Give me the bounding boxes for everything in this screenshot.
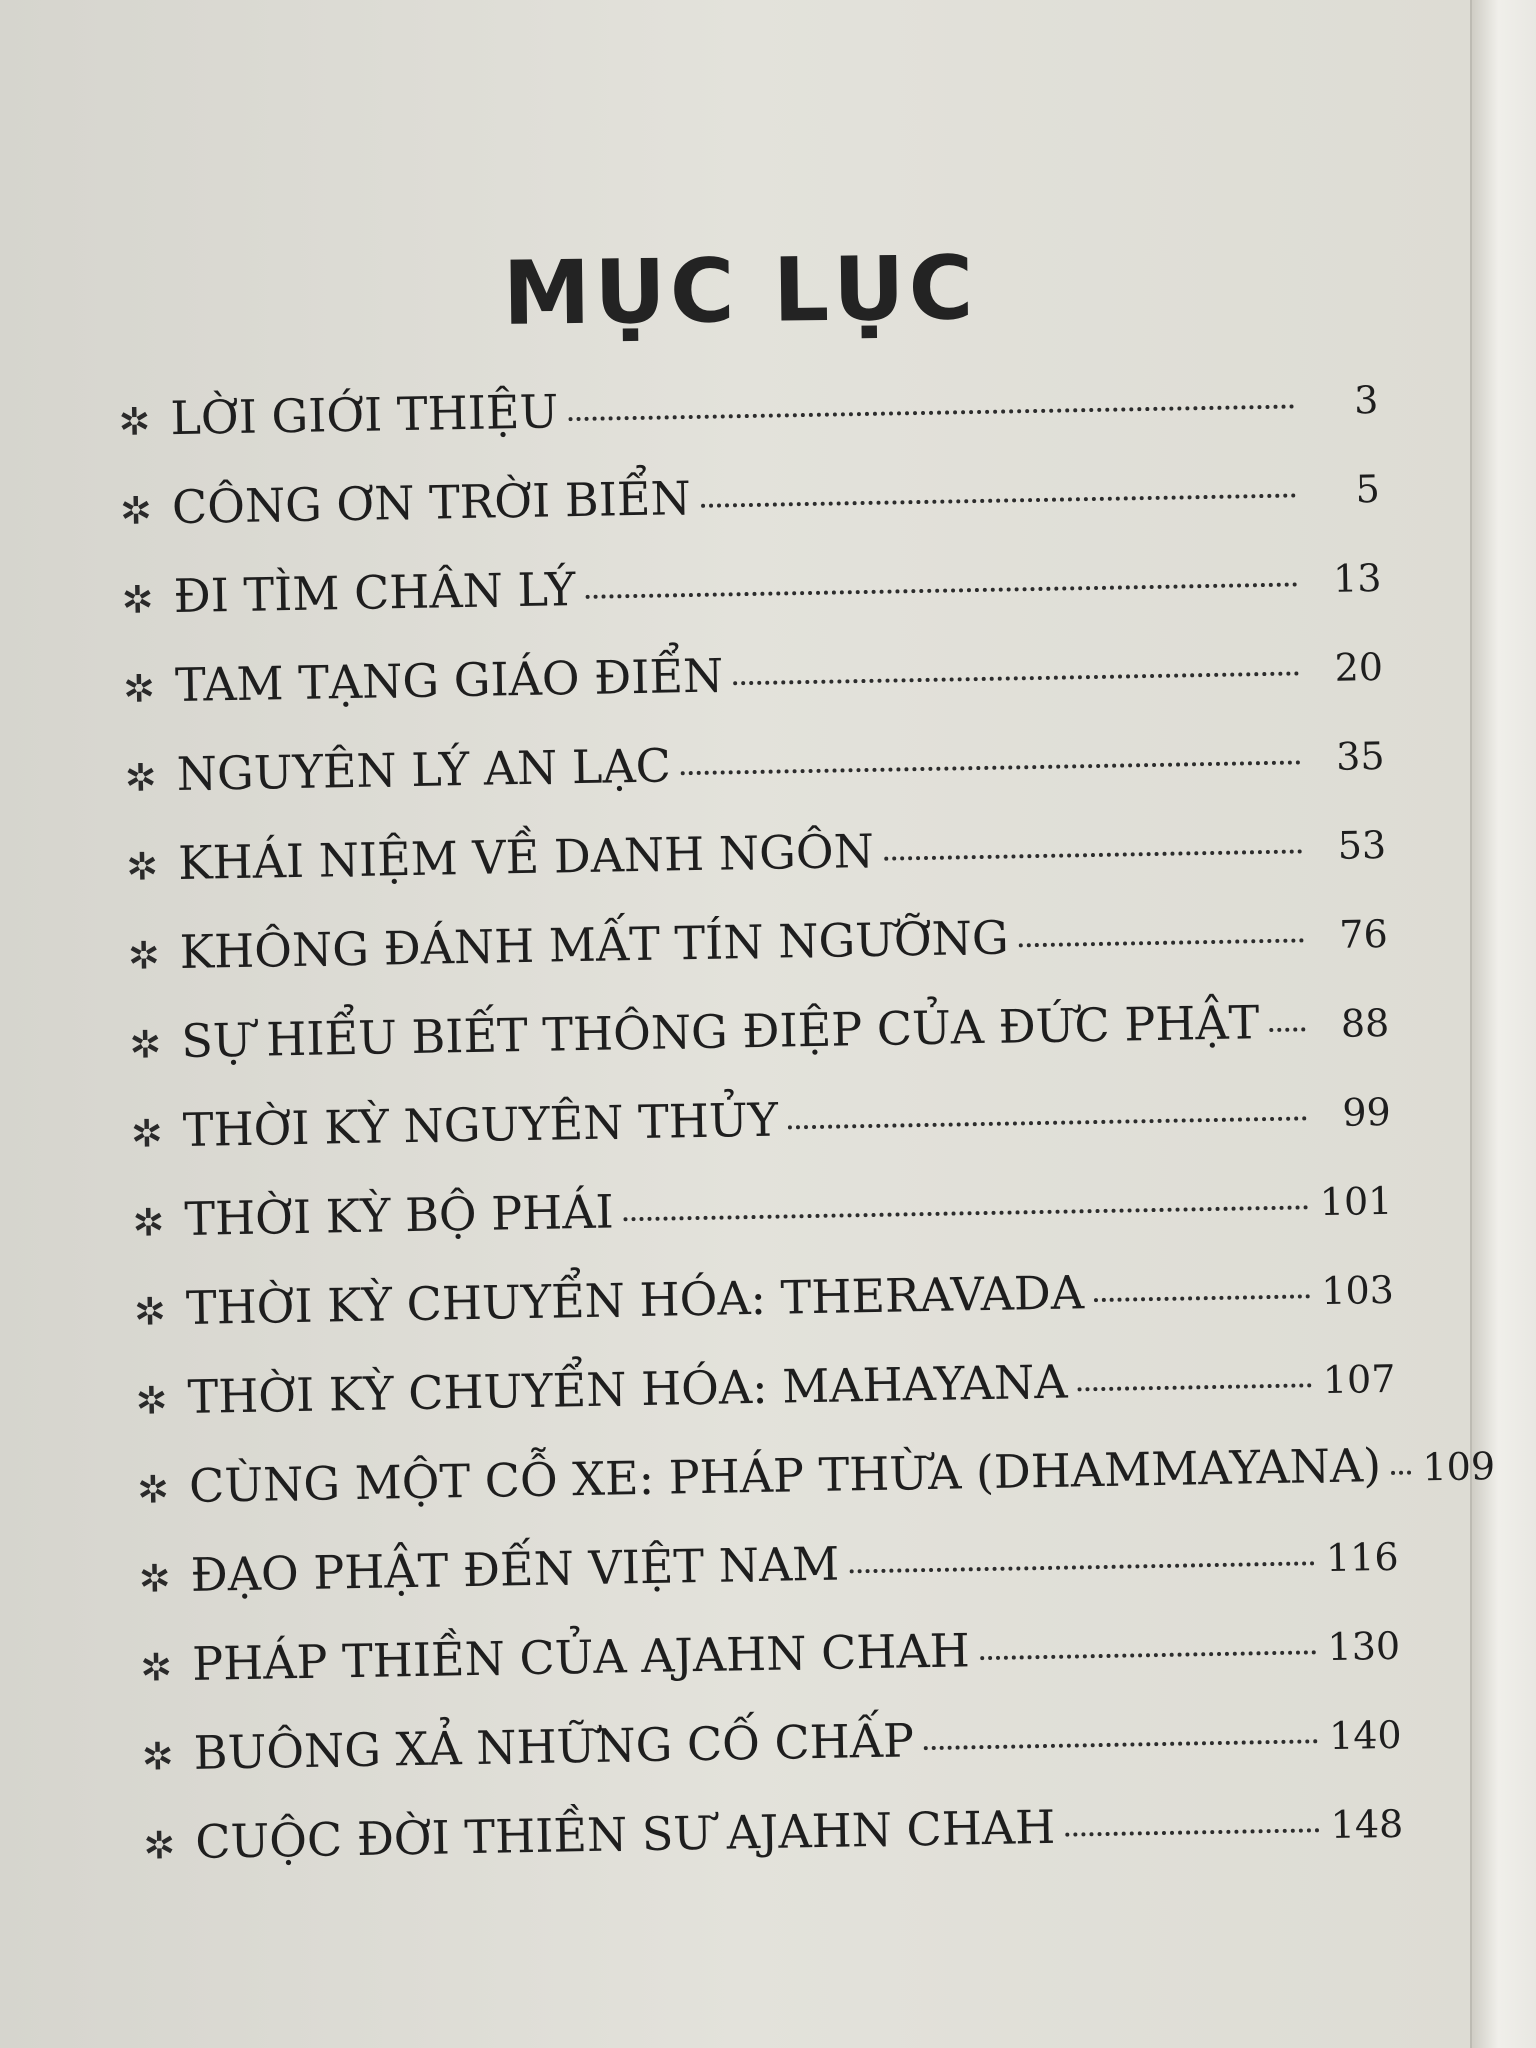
- asterisk-icon: ✲: [139, 1645, 173, 1690]
- toc-entry-title: KHÁI NIỆM VỀ DANH NGÔN: [177, 823, 875, 891]
- dot-leader: [1019, 938, 1304, 947]
- toc-entry-title: THỜI KỲ NGUYÊN THỦY: [182, 1092, 779, 1157]
- toc-page-number: 88: [1340, 1000, 1390, 1046]
- dot-leader: [701, 493, 1296, 507]
- page-title: MỤC LỤC: [502, 236, 978, 345]
- toc-page-number: 116: [1325, 1534, 1399, 1581]
- asterisk-icon: ✲: [142, 1823, 176, 1868]
- toc-entry-title: CÔNG ƠN TRỜI BIỂN: [171, 471, 692, 535]
- asterisk-icon: ✲: [127, 933, 161, 978]
- asterisk-icon: ✲: [118, 399, 151, 444]
- dot-leader: [1065, 1828, 1319, 1836]
- toc-entry-title: TAM TẠNG GIÁO ĐIỂN: [174, 648, 724, 713]
- toc-page-number: 107: [1322, 1356, 1396, 1403]
- dot-leader: [788, 1116, 1307, 1129]
- toc-page-number: 130: [1327, 1623, 1401, 1670]
- toc-entry-title: ĐI TÌM CHÂN LÝ: [173, 562, 576, 624]
- toc-entry-title: ĐẠO PHẬT ĐẾN VIỆT NAM: [190, 1536, 840, 1602]
- toc-page-number: 76: [1338, 911, 1389, 957]
- dot-leader: [585, 582, 1297, 598]
- asterisk-icon: ✲: [125, 844, 159, 889]
- toc-page-number: 53: [1337, 822, 1387, 868]
- asterisk-icon: ✲: [124, 755, 157, 800]
- table-of-contents: [118, 370, 1496, 1905]
- asterisk-icon: ✲: [138, 1556, 171, 1601]
- toc-entry-title: NGUYÊN LÝ AN LẠC: [176, 738, 672, 802]
- dot-leader: [568, 404, 1294, 421]
- dot-leader: [1078, 1383, 1312, 1391]
- toc-entry-title: THỜI KỲ CHUYỂN HÓA: THERAVADA: [185, 1265, 1085, 1335]
- toc-page-number: 13: [1332, 555, 1382, 601]
- asterisk-icon: ✲: [132, 1200, 165, 1245]
- toc-entry-title: SỰ HIỂU BIẾT THÔNG ĐIỆP CỦA ĐỨC PHẬT: [180, 995, 1260, 1068]
- dot-leader: [1094, 1294, 1310, 1302]
- dot-leader: [980, 1650, 1316, 1660]
- dot-leader: [1269, 1027, 1305, 1032]
- dot-leader: [733, 671, 1299, 685]
- dot-leader: [681, 760, 1301, 775]
- toc-entry-title: THỜI KỲ CHUYỂN HÓA: MAHAYANA: [187, 1354, 1068, 1424]
- asterisk-icon: ✲: [129, 1022, 162, 1067]
- dot-leader: [1391, 1471, 1411, 1475]
- asterisk-icon: ✲: [122, 666, 156, 711]
- dot-leader: [849, 1561, 1314, 1573]
- toc-entry-title: PHÁP THIỀN CỦA AJAHN CHAH: [191, 1623, 971, 1691]
- asterisk-icon: ✲: [133, 1289, 167, 1334]
- toc-entry-title: CUỘC ĐỜI THIỀN SƯ AJAHN CHAH: [194, 1799, 1056, 1869]
- asterisk-icon: ✲: [121, 577, 154, 622]
- toc-page-number: 140: [1328, 1712, 1403, 1759]
- asterisk-icon: ✲: [119, 488, 153, 533]
- toc-entry-title: THỜI KỲ BỘ PHÁI: [183, 1184, 615, 1246]
- asterisk-icon: ✲: [130, 1111, 164, 1156]
- toc-page-number: 3: [1353, 378, 1379, 423]
- dot-leader: [624, 1205, 1309, 1221]
- dot-leader: [884, 849, 1302, 860]
- toc-entry-title: KHÔNG ĐÁNH MẤT TÍN NGƯỠNG: [179, 910, 1010, 980]
- asterisk-icon: ✲: [135, 1378, 168, 1423]
- toc-page-number: 148: [1330, 1801, 1404, 1848]
- toc-page-number: 99: [1342, 1089, 1392, 1135]
- toc-entry-title: BUÔNG XẢ NHỮNG CỐ CHẤP: [193, 1713, 915, 1780]
- toc-page-number: 35: [1335, 733, 1385, 779]
- dot-leader: [924, 1739, 1318, 1750]
- asterisk-icon: ✲: [136, 1467, 170, 1512]
- asterisk-icon: ✲: [141, 1734, 175, 1779]
- toc-page-number: 20: [1334, 644, 1384, 690]
- toc-page-number: 101: [1319, 1178, 1393, 1225]
- toc-page-number: 109: [1422, 1444, 1496, 1490]
- toc-page-number: 5: [1355, 466, 1381, 512]
- toc-entry-title: CÙNG MỘT CỖ XE: PHÁP THỪA (DHAMMAYANA): [188, 1438, 1382, 1513]
- toc-page-number: 103: [1320, 1267, 1395, 1314]
- toc-entry-title: LỜI GIỚI THIỆU: [169, 384, 559, 446]
